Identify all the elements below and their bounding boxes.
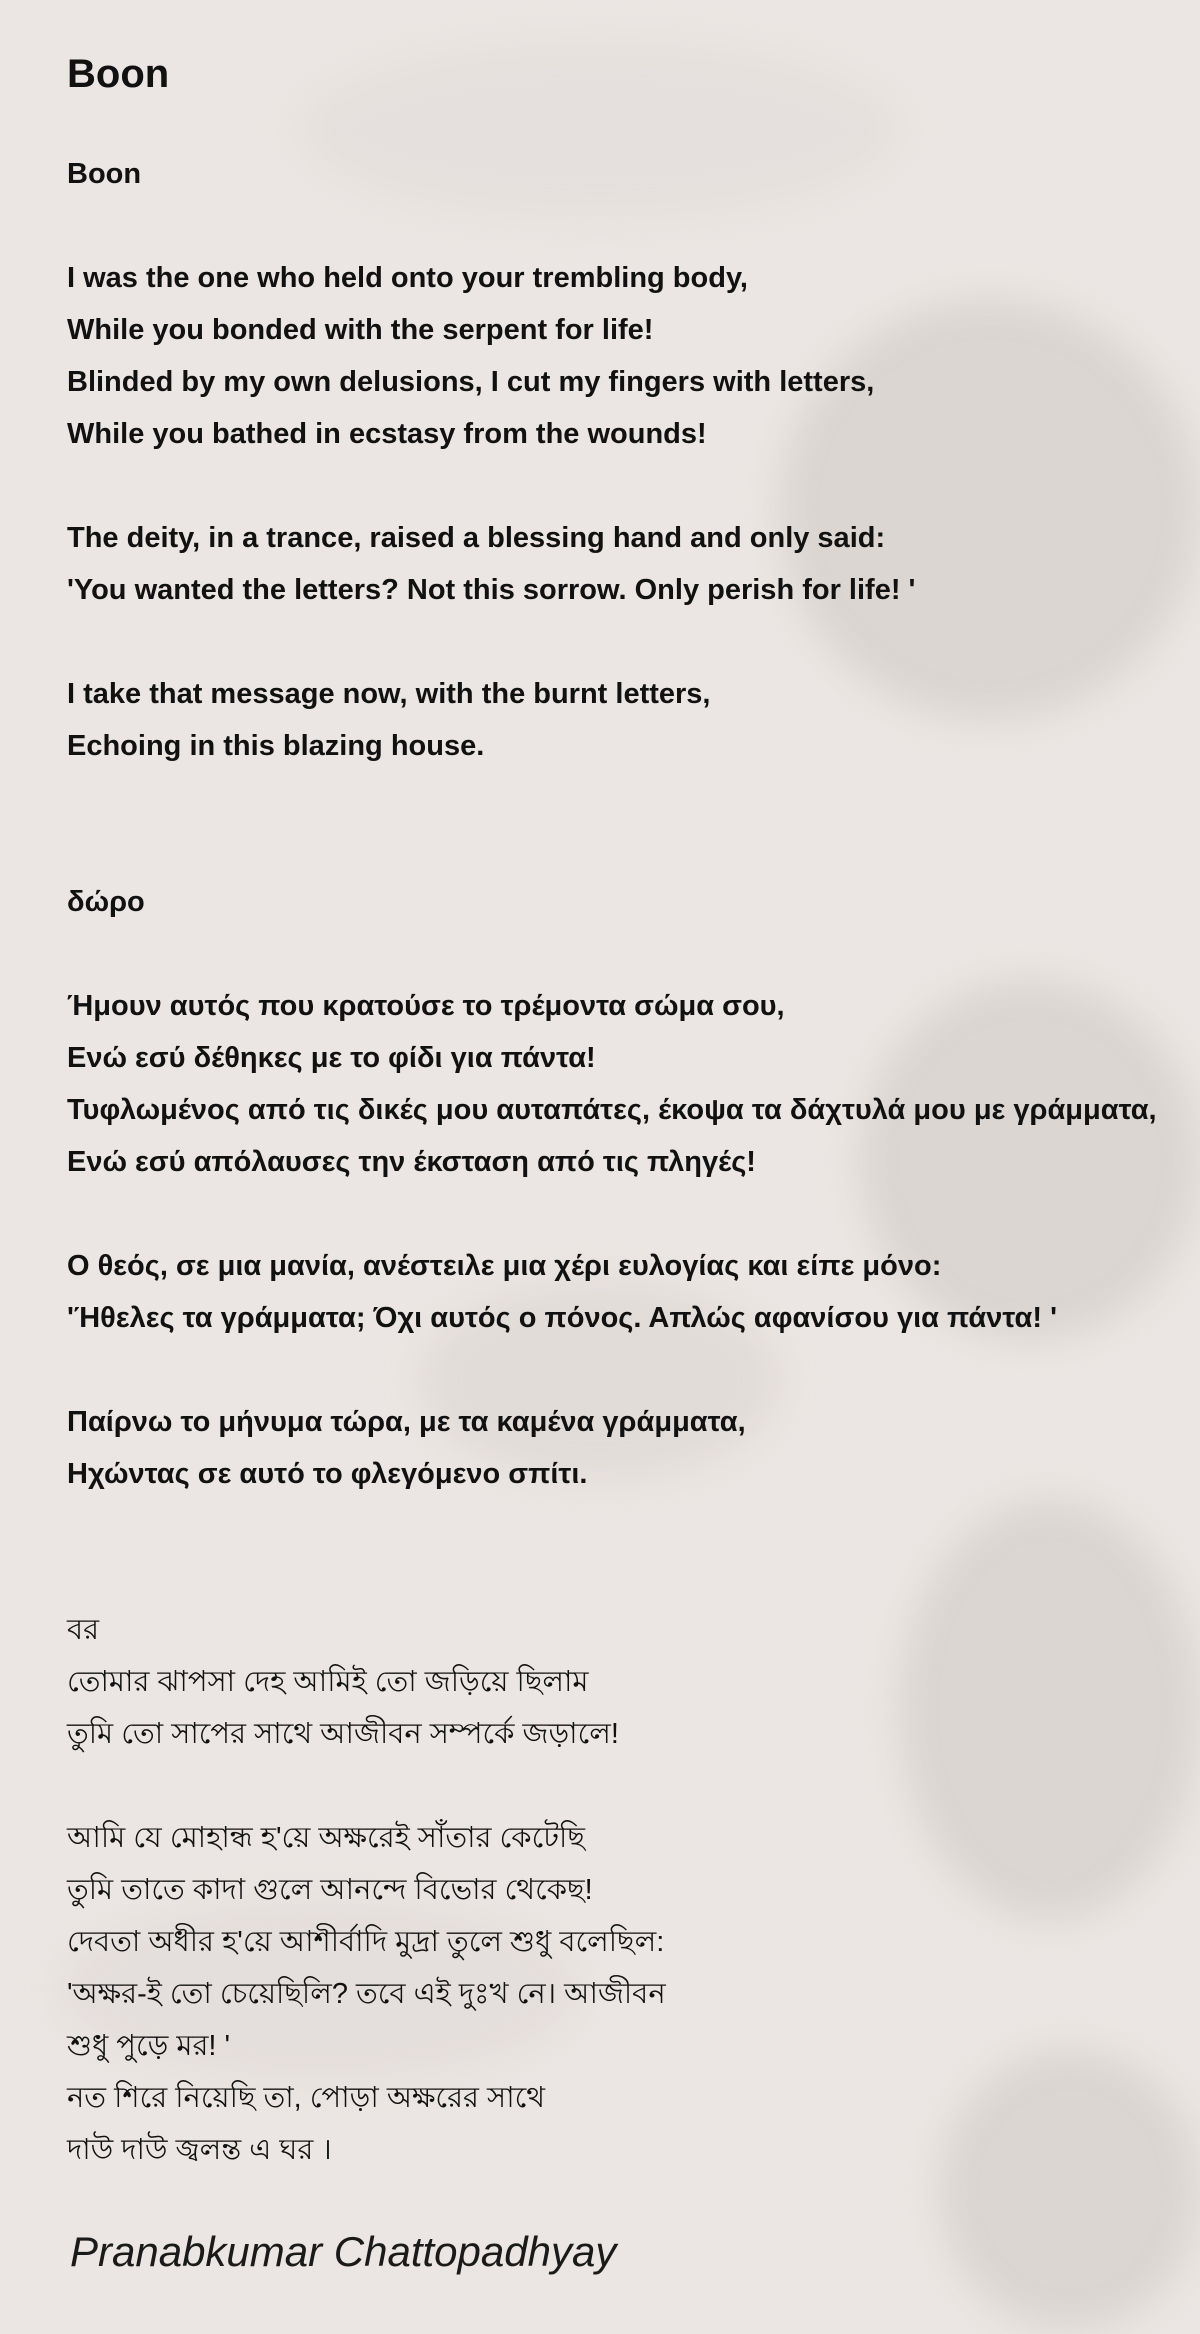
poem-line: While you bonded with the serpent for life! — [67, 314, 654, 346]
stanza-break — [67, 772, 1200, 824]
stanza-break — [67, 1500, 1200, 1552]
poem-line: Ενώ εσύ απόλαυσες την έκσταση από τις πληγές! — [67, 1146, 756, 1178]
stanza-break — [67, 616, 1200, 668]
stanza-break — [67, 1188, 1200, 1240]
stanza-break — [67, 200, 1200, 252]
poem-line: δώρο — [67, 886, 145, 918]
stanza-break — [67, 1760, 1200, 1812]
poem-line: Echoing in this blazing house. — [67, 730, 485, 762]
stanza-break — [67, 460, 1200, 512]
poem-line: আমি যে মোহান্ধ হ'য়ে অক্ষরেই সাঁতার কেটেছি — [67, 1822, 585, 1854]
poem-line: তুমি তাতে কাদা গুলে আনন্দে বিভোর থেকেছ! — [67, 1874, 593, 1906]
poem-line: I take that message now, with the burnt letters, — [67, 678, 711, 710]
poem-line: Blinded by my own delusions, I cut my fingers with letters, — [67, 366, 875, 398]
stanza-break — [67, 824, 1200, 876]
poem-line: Τυφλωμένος από τις δικές μου αυταπάτες, έκοψα τα δάχτυλά μου με γράμματα, — [67, 1094, 1157, 1126]
stanza-break — [67, 1344, 1200, 1396]
poem-line: তোমার ঝাপসা দেহ আমিই তো জড়িয়ে ছিলাম — [67, 1666, 589, 1698]
poem-line: তুমি তো সাপের সাথে আজীবন সম্পর্কে জড়ালে! — [67, 1718, 619, 1750]
poem-line: 'You wanted the letters? Not this sorrow. Only perish for life! ' — [67, 574, 916, 606]
stanza-break — [67, 928, 1200, 980]
poem-line: Ο θεός, σε μια μανία, ανέστειλε μια χέρι ευλογίας και είπε μόνο: — [67, 1250, 942, 1282]
poem-line: দাউ দাউ জ্বলন্ত এ ঘর । — [67, 2134, 332, 2166]
poem-title: Boon — [67, 52, 170, 96]
poem-author: Pranabkumar Chattopadhyay — [70, 2228, 617, 2275]
poem-line: Παίρνω το μήνυμα τώρα, με τα καμένα γράμματα, — [67, 1406, 746, 1438]
poem-line: The deity, in a trance, raised a blessing hand and only said: — [67, 522, 886, 554]
poem-line: নত শিরে নিয়েছি তা, পোড়া অক্ষরের সাথে — [67, 2082, 546, 2114]
poem-line: 'অক্ষর-ই তো চেয়েছিলি? তবে এই দুঃখ নে। আজীবন — [67, 1978, 666, 2010]
poem-line: While you bathed in ecstasy from the wounds! — [67, 418, 707, 450]
poem-line: I was the one who held onto your trembling body, — [67, 262, 748, 294]
stanza-break — [67, 1552, 1200, 1604]
poem-line: Boon — [67, 158, 142, 190]
poem-line: Ήμουν αυτός που κρατούσε το τρέμοντα σώμα σου, — [67, 990, 785, 1022]
poem-line: Ηχώντας σε αυτό το φλεγόμενο σπίτι. — [67, 1458, 588, 1490]
poem-line: দেবতা অধীর হ'য়ে আশীর্বাদি মুদ্রা তুলে শুধু বলেছিল: — [67, 1926, 665, 1958]
poem-line: Ενώ εσύ δέθηκες με το φίδι για πάντα! — [67, 1042, 596, 1074]
poem-line: 'Ήθελες τα γράμματα; Όχι αυτός ο πόνος. Απλώς αφανίσου για πάντα! ' — [67, 1302, 1057, 1334]
poem-line: বর — [67, 1614, 100, 1646]
poem-line: শুধু পুড়ে মর! ' — [67, 2030, 231, 2062]
poem-body — [67, 148, 1200, 2176]
